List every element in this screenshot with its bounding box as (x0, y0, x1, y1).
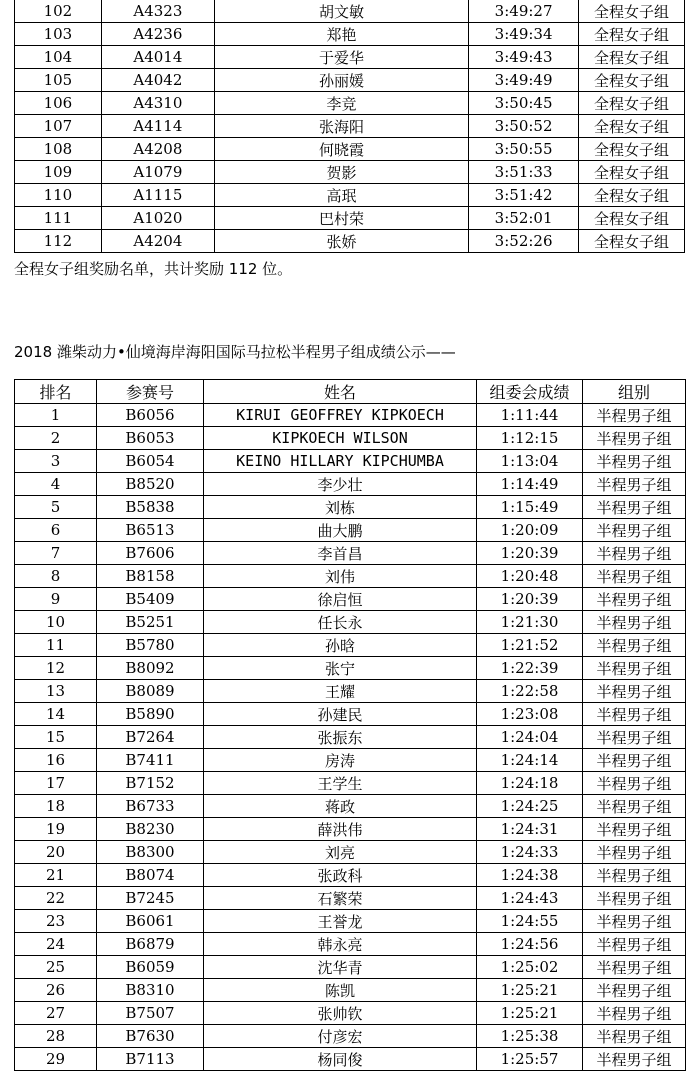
cell-group: 半程男子组 (583, 519, 686, 542)
header-group: 组别 (583, 380, 686, 404)
cell-group: 半程男子组 (583, 404, 686, 427)
cell-name: 孙建民 (204, 703, 477, 726)
table-row (15, 657, 686, 680)
table-row (15, 207, 685, 230)
cell-group: 半程男子组 (583, 772, 686, 795)
cell-bib: B7245 (97, 887, 204, 910)
cell-name: 郑艳 (215, 23, 469, 46)
table-row (15, 23, 685, 46)
table-row (15, 69, 685, 92)
cell-rank: 14 (15, 703, 97, 726)
cell-name: 任长永 (204, 611, 477, 634)
cell-name: 王誉龙 (204, 910, 477, 933)
cell-bib: A4114 (101, 115, 214, 138)
cell-time: 1:24:31 (477, 818, 583, 841)
table-row (15, 115, 685, 138)
cell-name: 蒋政 (204, 795, 477, 818)
cell-time: 3:49:34 (469, 23, 579, 46)
cell-group: 半程男子组 (583, 933, 686, 956)
cell-group: 全程女子组 (579, 69, 685, 92)
cell-rank: 4 (15, 473, 97, 496)
cell-group: 全程女子组 (579, 92, 685, 115)
cell-time: 3:50:45 (469, 92, 579, 115)
cell-bib: B8520 (97, 473, 204, 496)
cell-group: 半程男子组 (583, 979, 686, 1002)
cell-group: 半程男子组 (583, 864, 686, 887)
cell-name: 高珉 (215, 184, 469, 207)
cell-bib: A4323 (101, 0, 214, 23)
cell-name: 李少壮 (204, 473, 477, 496)
cell-group: 半程男子组 (583, 726, 686, 749)
cell-rank: 8 (15, 565, 97, 588)
table-row (15, 230, 685, 253)
cell-rank: 17 (15, 772, 97, 795)
cell-rank: 5 (15, 496, 97, 519)
cell-name: 张振东 (204, 726, 477, 749)
cell-rank: 12 (15, 657, 97, 680)
cell-name: KIRUI GEOFFREY KIPKOECH (204, 404, 477, 427)
cell-time: 1:21:30 (477, 611, 583, 634)
cell-time: 3:52:01 (469, 207, 579, 230)
men-half-results-table (14, 379, 686, 1071)
table-row (15, 979, 686, 1002)
header-rank: 排名 (15, 380, 97, 404)
cell-rank: 13 (15, 680, 97, 703)
cell-name: 张海阳 (215, 115, 469, 138)
section-title: 2018 潍柴动力•仙境海岸海阳国际马拉松半程男子组成绩公示—— (14, 343, 456, 361)
cell-rank: 108 (15, 138, 102, 161)
table-row (15, 726, 686, 749)
cell-name: 杨同俊 (204, 1048, 477, 1071)
cell-time: 1:22:58 (477, 680, 583, 703)
table-row (15, 818, 686, 841)
cell-bib: B6054 (97, 450, 204, 473)
cell-group: 半程男子组 (583, 841, 686, 864)
cell-rank: 25 (15, 956, 97, 979)
table-row (15, 703, 686, 726)
cell-rank: 109 (15, 161, 102, 184)
cell-bib: B6056 (97, 404, 204, 427)
cell-group: 全程女子组 (579, 23, 685, 46)
cell-rank: 29 (15, 1048, 97, 1071)
cell-time: 3:49:27 (469, 0, 579, 23)
cell-time: 1:24:25 (477, 795, 583, 818)
table-row (15, 864, 686, 887)
table-row (15, 1025, 686, 1048)
cell-rank: 7 (15, 542, 97, 565)
cell-bib: A1115 (101, 184, 214, 207)
table-row (15, 772, 686, 795)
cell-bib: B5838 (97, 496, 204, 519)
cell-name: 曲大鹏 (204, 519, 477, 542)
cell-bib: B8074 (97, 864, 204, 887)
cell-name: 孙晗 (204, 634, 477, 657)
cell-time: 1:25:21 (477, 979, 583, 1002)
table-row (15, 933, 686, 956)
cell-rank: 11 (15, 634, 97, 657)
cell-group: 全程女子组 (579, 138, 685, 161)
cell-group: 半程男子组 (583, 956, 686, 979)
cell-rank: 28 (15, 1025, 97, 1048)
cell-group: 半程男子组 (583, 1002, 686, 1025)
cell-name: 石繁荣 (204, 887, 477, 910)
cell-name: 张娇 (215, 230, 469, 253)
cell-bib: B8092 (97, 657, 204, 680)
table-row (15, 0, 685, 23)
cell-group: 全程女子组 (579, 207, 685, 230)
table-row (15, 427, 686, 450)
cell-time: 1:23:08 (477, 703, 583, 726)
cell-group: 半程男子组 (583, 588, 686, 611)
cell-group: 半程男子组 (583, 611, 686, 634)
cell-time: 1:20:39 (477, 542, 583, 565)
cell-rank: 6 (15, 519, 97, 542)
table-row (15, 841, 686, 864)
table-row (15, 184, 685, 207)
cell-group: 全程女子组 (579, 161, 685, 184)
cell-time: 1:24:18 (477, 772, 583, 795)
cell-bib: B6513 (97, 519, 204, 542)
table-row (15, 92, 685, 115)
cell-bib: B5409 (97, 588, 204, 611)
cell-group: 全程女子组 (579, 0, 685, 23)
cell-name: 薛洪伟 (204, 818, 477, 841)
cell-time: 1:25:38 (477, 1025, 583, 1048)
table-row (15, 680, 686, 703)
cell-name: 张帅钦 (204, 1002, 477, 1025)
cell-group: 半程男子组 (583, 749, 686, 772)
cell-rank: 106 (15, 92, 102, 115)
cell-name: 孙丽媛 (215, 69, 469, 92)
cell-time: 1:20:39 (477, 588, 583, 611)
cell-time: 1:14:49 (477, 473, 583, 496)
cell-rank: 9 (15, 588, 97, 611)
cell-rank: 10 (15, 611, 97, 634)
cell-group: 全程女子组 (579, 115, 685, 138)
cell-bib: A4204 (101, 230, 214, 253)
cell-group: 半程男子组 (583, 680, 686, 703)
cell-group: 全程女子组 (579, 230, 685, 253)
cell-name: 沈华青 (204, 956, 477, 979)
header-bib: 参赛号 (97, 380, 204, 404)
cell-group: 半程男子组 (583, 473, 686, 496)
cell-rank: 23 (15, 910, 97, 933)
cell-group: 全程女子组 (579, 46, 685, 69)
cell-name: 何晓霞 (215, 138, 469, 161)
cell-bib: B7630 (97, 1025, 204, 1048)
cell-time: 3:51:33 (469, 161, 579, 184)
cell-bib: A1079 (101, 161, 214, 184)
cell-bib: B6879 (97, 933, 204, 956)
cell-name: 刘亮 (204, 841, 477, 864)
table-row (15, 795, 686, 818)
cell-bib: A4310 (101, 92, 214, 115)
women-results-body (15, 0, 685, 253)
cell-rank: 107 (15, 115, 102, 138)
table-row (15, 1048, 686, 1071)
cell-group: 半程男子组 (583, 496, 686, 519)
cell-group: 半程男子组 (583, 565, 686, 588)
cell-group: 半程男子组 (583, 450, 686, 473)
cell-rank: 24 (15, 933, 97, 956)
cell-name: 房涛 (204, 749, 477, 772)
cell-name: 陈凯 (204, 979, 477, 1002)
table-row (15, 910, 686, 933)
table-row (15, 611, 686, 634)
cell-time: 1:24:43 (477, 887, 583, 910)
table-row (15, 473, 686, 496)
cell-bib: B8310 (97, 979, 204, 1002)
cell-group: 半程男子组 (583, 1048, 686, 1071)
cell-time: 1:24:04 (477, 726, 583, 749)
cell-time: 1:24:55 (477, 910, 583, 933)
cell-time: 1:24:33 (477, 841, 583, 864)
cell-time: 3:50:55 (469, 138, 579, 161)
table-row (15, 565, 686, 588)
cell-rank: 111 (15, 207, 102, 230)
cell-bib: B6061 (97, 910, 204, 933)
cell-rank: 26 (15, 979, 97, 1002)
cell-time: 1:13:04 (477, 450, 583, 473)
cell-time: 3:52:26 (469, 230, 579, 253)
cell-rank: 110 (15, 184, 102, 207)
header-row (15, 380, 686, 404)
cell-rank: 18 (15, 795, 97, 818)
cell-group: 半程男子组 (583, 657, 686, 680)
table-row (15, 519, 686, 542)
table-row (15, 542, 686, 565)
cell-group: 半程男子组 (583, 634, 686, 657)
table-row (15, 138, 685, 161)
cell-group: 半程男子组 (583, 887, 686, 910)
header-time: 组委会成绩 (477, 380, 583, 404)
cell-bib: B5251 (97, 611, 204, 634)
cell-bib: B7152 (97, 772, 204, 795)
cell-time: 1:11:44 (477, 404, 583, 427)
cell-group: 半程男子组 (583, 427, 686, 450)
cell-group: 全程女子组 (579, 184, 685, 207)
cell-time: 1:22:39 (477, 657, 583, 680)
cell-rank: 105 (15, 69, 102, 92)
cell-bib: B6053 (97, 427, 204, 450)
cell-time: 1:12:15 (477, 427, 583, 450)
cell-name: 贺影 (215, 161, 469, 184)
cell-group: 半程男子组 (583, 542, 686, 565)
cell-rank: 20 (15, 841, 97, 864)
table-row (15, 588, 686, 611)
cell-bib: B5780 (97, 634, 204, 657)
cell-time: 1:24:56 (477, 933, 583, 956)
cell-bib: B7113 (97, 1048, 204, 1071)
table-row (15, 887, 686, 910)
women-results-table (14, 0, 685, 253)
cell-rank: 3 (15, 450, 97, 473)
cell-group: 半程男子组 (583, 795, 686, 818)
cell-time: 1:21:52 (477, 634, 583, 657)
cell-rank: 2 (15, 427, 97, 450)
cell-time: 3:50:52 (469, 115, 579, 138)
cell-bib: B7507 (97, 1002, 204, 1025)
cell-bib: A4236 (101, 23, 214, 46)
cell-name: 李竞 (215, 92, 469, 115)
cell-time: 3:51:42 (469, 184, 579, 207)
cell-rank: 19 (15, 818, 97, 841)
table-row (15, 450, 686, 473)
cell-rank: 16 (15, 749, 97, 772)
cell-bib: B8230 (97, 818, 204, 841)
cell-time: 3:49:49 (469, 69, 579, 92)
cell-group: 半程男子组 (583, 818, 686, 841)
cell-rank: 21 (15, 864, 97, 887)
cell-name: 韩永亮 (204, 933, 477, 956)
cell-rank: 1 (15, 404, 97, 427)
table-row (15, 46, 685, 69)
cell-bib: B6059 (97, 956, 204, 979)
cell-bib: B7606 (97, 542, 204, 565)
cell-name: 王学生 (204, 772, 477, 795)
men-half-results-body (15, 404, 686, 1071)
cell-name: 王耀 (204, 680, 477, 703)
table-row (15, 161, 685, 184)
cell-bib: A4042 (101, 69, 214, 92)
cell-name: 徐启恒 (204, 588, 477, 611)
cell-bib: A1020 (101, 207, 214, 230)
table-row (15, 749, 686, 772)
cell-time: 1:15:49 (477, 496, 583, 519)
cell-name: 胡文敏 (215, 0, 469, 23)
cell-rank: 104 (15, 46, 102, 69)
cell-bib: B7264 (97, 726, 204, 749)
cell-rank: 27 (15, 1002, 97, 1025)
cell-bib: A4014 (101, 46, 214, 69)
cell-name: 巴村荣 (215, 207, 469, 230)
cell-time: 1:20:48 (477, 565, 583, 588)
cell-bib: B5890 (97, 703, 204, 726)
cell-rank: 103 (15, 23, 102, 46)
table-row (15, 956, 686, 979)
cell-time: 1:25:57 (477, 1048, 583, 1071)
cell-name: 李首昌 (204, 542, 477, 565)
cell-time: 1:25:02 (477, 956, 583, 979)
table-header (15, 380, 686, 404)
table-row (15, 404, 686, 427)
cell-name: 刘栋 (204, 496, 477, 519)
cell-rank: 22 (15, 887, 97, 910)
cell-name: 刘伟 (204, 565, 477, 588)
cell-bib: A4208 (101, 138, 214, 161)
table-row (15, 634, 686, 657)
cell-time: 1:25:21 (477, 1002, 583, 1025)
cell-bib: B6733 (97, 795, 204, 818)
cell-time: 1:24:14 (477, 749, 583, 772)
cell-name: 付彦宏 (204, 1025, 477, 1048)
cell-name: 于爱华 (215, 46, 469, 69)
cell-rank: 102 (15, 0, 102, 23)
cell-rank: 112 (15, 230, 102, 253)
cell-name: KEINO HILLARY KIPCHUMBA (204, 450, 477, 473)
cell-rank: 15 (15, 726, 97, 749)
cell-time: 1:24:38 (477, 864, 583, 887)
award-note: 全程女子组奖励名单，共计奖励 112 位。 (14, 260, 293, 278)
cell-time: 1:20:09 (477, 519, 583, 542)
cell-bib: B8158 (97, 565, 204, 588)
cell-name: 张政科 (204, 864, 477, 887)
table-row (15, 1002, 686, 1025)
cell-group: 半程男子组 (583, 910, 686, 933)
table-row (15, 496, 686, 519)
cell-bib: B8300 (97, 841, 204, 864)
cell-group: 半程男子组 (583, 1025, 686, 1048)
header-name: 姓名 (204, 380, 477, 404)
cell-name: KIPKOECH WILSON (204, 427, 477, 450)
cell-bib: B7411 (97, 749, 204, 772)
cell-time: 3:49:43 (469, 46, 579, 69)
cell-group: 半程男子组 (583, 703, 686, 726)
cell-bib: B8089 (97, 680, 204, 703)
cell-name: 张宁 (204, 657, 477, 680)
